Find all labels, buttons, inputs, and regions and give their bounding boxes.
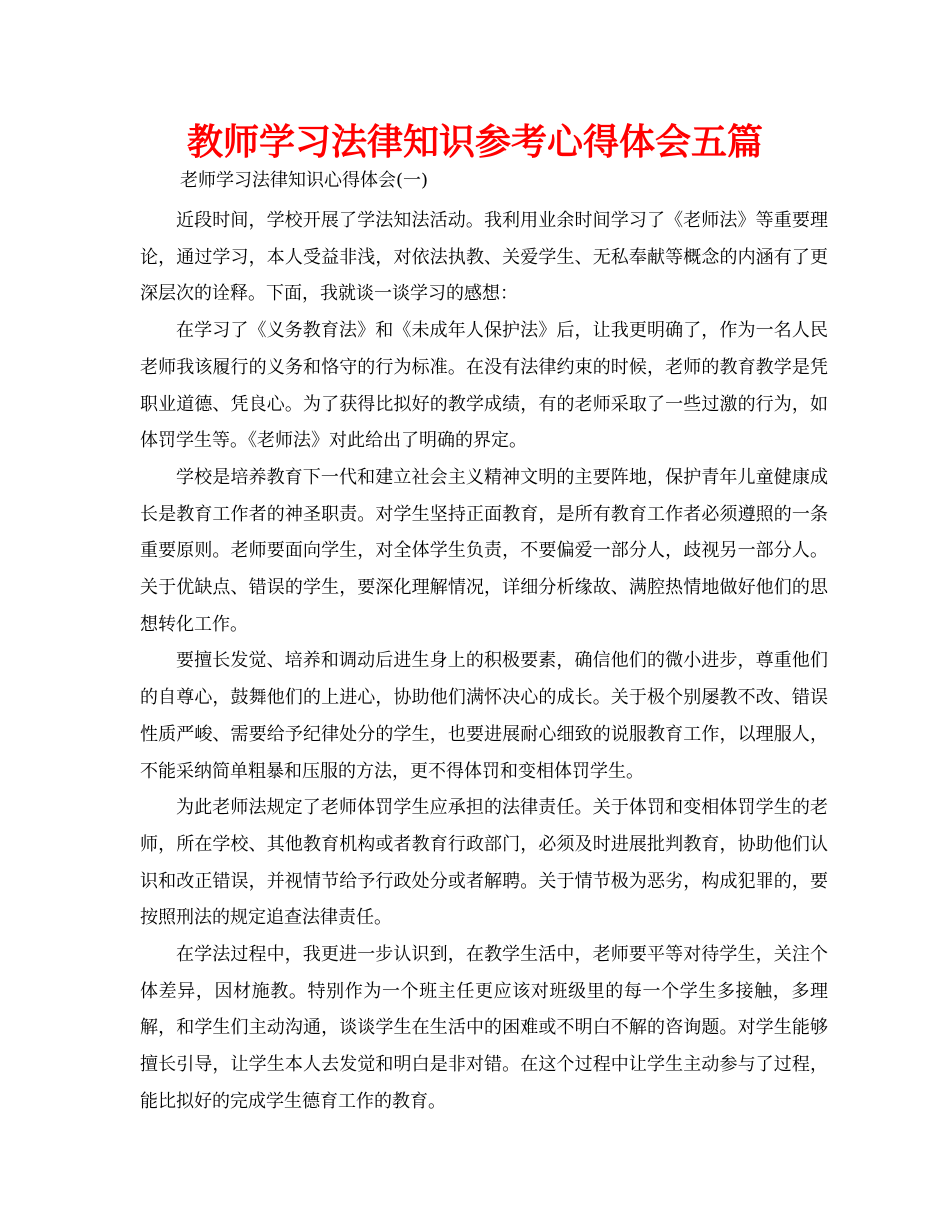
paragraph-4: 要擅长发觉、培养和调动后进生身上的积极要素，确信他们的微小进步，尊重他们的自尊心，鼓舞他们的上进心，协助他们满怀决心的成长。关于极个别屡教不改、错误性质严峻、需要给予纪律处分的学生，也要进展耐心细致的说服教育工作，以理服人，不能采纳简单粗暴和压服的方法，更不得体罚和变相体罚学生。 [140,650,828,782]
document-body [140,203,828,1121]
paragraph-3: 学校是培养教育下一代和建立社会主义精神文明的主要阵地，保护青年儿童健康成长是教育工作者的神圣职责。对学生坚持正面教育，是所有教育工作者必须遵照的一条重要原则。老师要面向学生，对全体学生负责，不要偏爱一部分人，歧视另一部分人。关于优缺点、错误的学生，要深化理解情况，详细分析缘故、满腔热情地做好他们的思想转化工作。 [140,466,828,635]
paragraph-5: 为此老师法规定了老师体罚学生应承担的法律责任。关于体罚和变相体罚学生的老师，所在学校、其他教育机构或者教育行政部门，必须及时进展批判教育，协助他们认识和改正错误，并视情节给予行政处分或者解聘。关于情节极为恶劣，构成犯罪的，要按照刑法的规定追查法律责任。 [140,797,828,929]
document-title: 教师学习法律知识参考心得体会五篇 [186,122,763,163]
paragraph-6: 在学法过程中，我更进一步认识到，在教学生活中，老师要平等对待学生，关注个体差异，因材施教。特别作为一个班主任更应该对班级里的每一个学生多接触，多理解，和学生们主动沟通，谈谈学生在生活中的困难或不明白不解的咨询题。对学生能够擅长引导，让学生本人去发觉和明白是非对错。在这个过程中让学生主动参与了过程，能比拟好的完成学生德育工作的教育。 [140,944,828,1112]
paragraph-1: 近段时间，学校开展了学法知法活动。我利用业余时间学习了《老师法》等重要理论，通过学习，本人受益非浅，对依法执教、关爱学生、无私奉献等概念的内涵有了更深层次的诠释。下面，我就谈一谈学习的感想： [140,210,828,305]
paragraph-2: 在学习了《义务教育法》和《未成年人保护法》后，让我更明确了，作为一名人民老师我该履行的义务和恪守的行为标准。在没有法律约束的时候，老师的教育教学是凭职业道德、凭良心。为了获得比拟好的教学成绩，有的老师采取了一些过激的行为，如体罚学生等。《老师法》对此给出了明确的界定。 [140,320,828,452]
section-heading: 老师学习法律知识心得体会(一) [180,170,429,191]
